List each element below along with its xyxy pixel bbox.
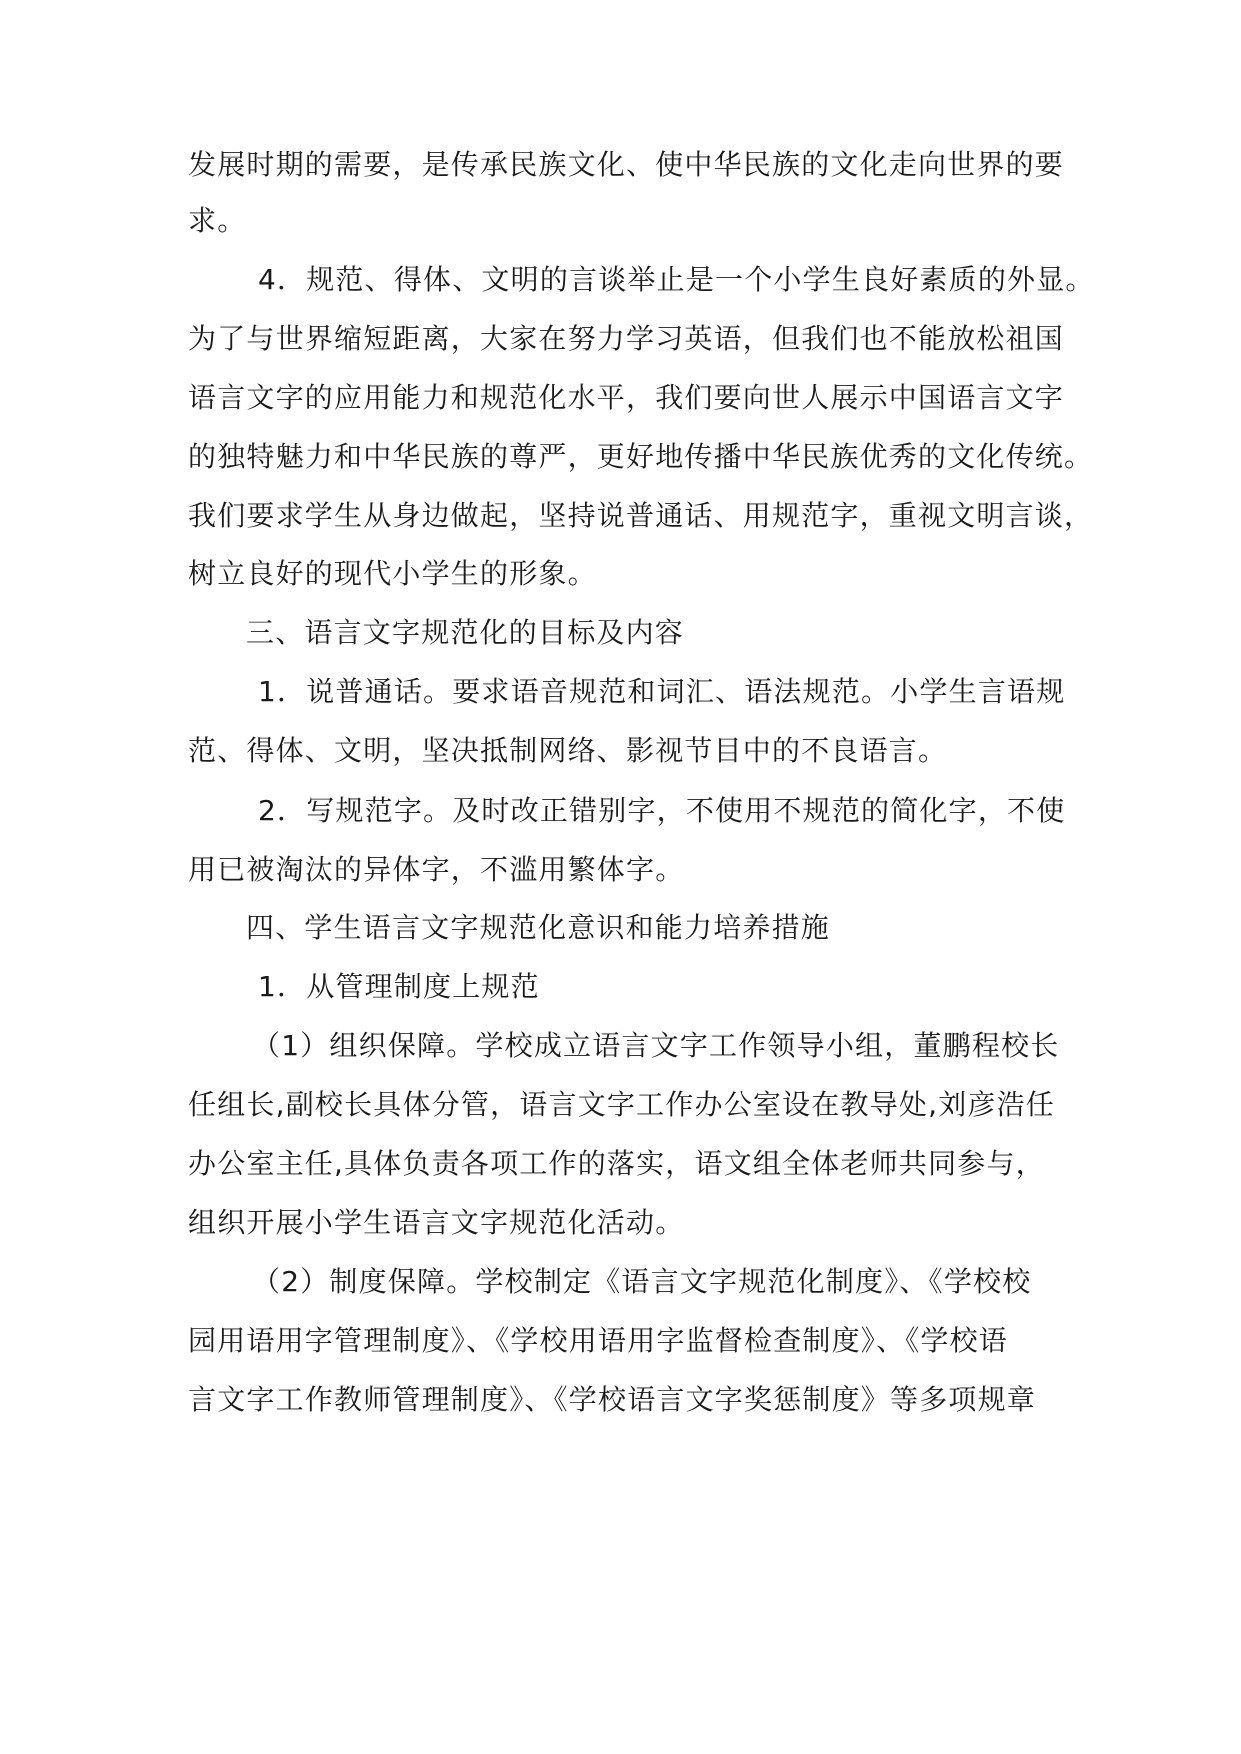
paragraph-line: 我们要求学生从身边做起，坚持说普通话、用规范字，重视文明言谈，: [188, 499, 1094, 532]
paragraph-line: 办公室主任,具体负责各项工作的落实，语文组全体老师共同参与，: [188, 1147, 1045, 1180]
paragraph-line: 园用语用字管理制度》、《学校用语用字监督检查制度》、《学校语: [188, 1324, 1009, 1357]
paragraph-line: 1．说普通话。要求语音规范和词汇、语法规范。小学生言语规: [258, 675, 1066, 708]
paragraph-line: 的独特魅力和中华民族的尊严，更好地传播中华民族优秀的文化传统。: [188, 440, 1094, 473]
paragraph-line: 组织开展小学生语言文字规范化活动。: [188, 1206, 685, 1239]
paragraph-line: 树立良好的现代小学生的形象。: [188, 557, 597, 590]
paragraph-line: 范、得体、文明，坚决抵制网络、影视节目中的不良语言。: [188, 734, 948, 767]
section-heading: 四、学生语言文字规范化意识和能力培养措施: [246, 911, 831, 944]
paragraph-line: 4．规范、得体、文明的言谈举止是一个小学生良好素质的外显。: [258, 263, 1095, 296]
paragraph-line: 发展时期的需要，是传承民族文化、使中华民族的文化走向世界的要: [188, 148, 1065, 181]
paragraph-line: 言文字工作教师管理制度》、《学校语言文字奖惩制度》等多项规章: [188, 1383, 1037, 1416]
paragraph-line: 为了与世界缩短距离，大家在努力学习英语，但我们也不能放松祖国: [188, 322, 1065, 355]
subsection-heading: 1．从管理制度上规范: [258, 970, 540, 1003]
paragraph-line: 任组长,副校长具体分管，语言文字工作办公室设在教导处,刘彦浩任: [188, 1088, 1056, 1121]
paragraph-line: 求。: [188, 204, 247, 237]
paragraph-line: （1）组织保障。学校成立语言文字工作领导小组，董鹏程校长: [252, 1029, 1060, 1062]
paragraph-line: 语言文字的应用能力和规范化水平，我们要向世人展示中国语言文字: [188, 381, 1065, 414]
section-heading: 三、语言文字规范化的目标及内容: [246, 616, 685, 649]
paragraph-line: （2）制度保障。学校制定《语言文字规范化制度》、《学校校: [252, 1265, 1032, 1298]
paragraph-line: 用已被淘汰的异体字，不滥用繁体字。: [188, 853, 685, 886]
paragraph-line: 2．写规范字。及时改正错别字，不使用不规范的简化字，不使: [258, 794, 1066, 827]
